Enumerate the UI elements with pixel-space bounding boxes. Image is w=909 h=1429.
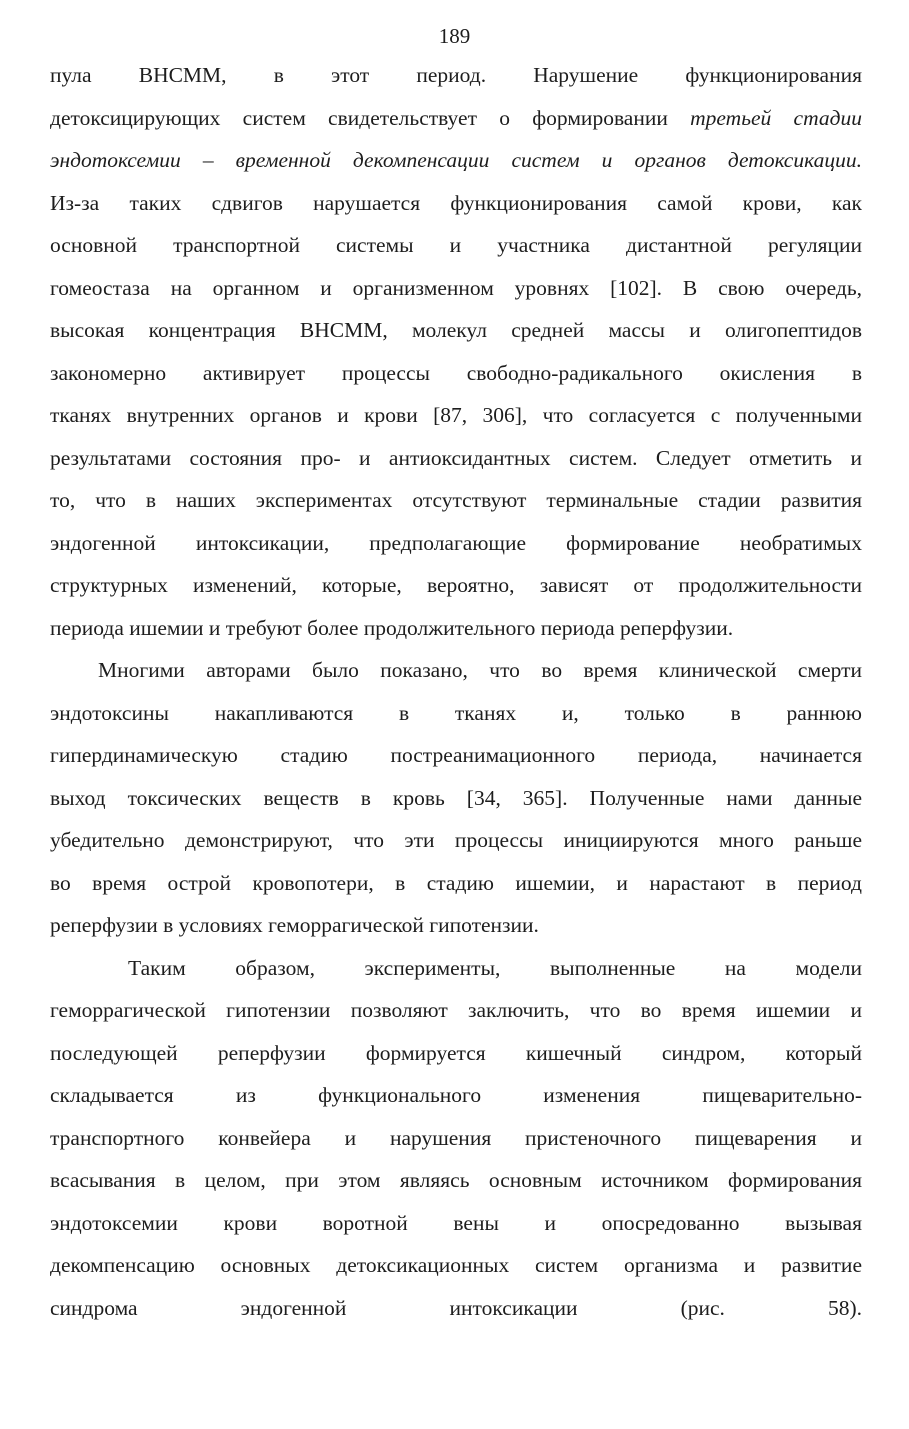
text-line: высокая концентрация ВНСММ, молекул средней массы и олигопептидов <box>50 318 862 342</box>
text-line: последующей реперфузии формируется кишечный синдром, который <box>50 1040 862 1065</box>
text-line: декомпенсацию основных детоксикационных систем организма и развитие <box>50 1253 862 1277</box>
text-line: Из-за таких сдвигов нарушается функционирования самой крови, как <box>50 190 862 215</box>
italic-run: третьей стадии <box>690 105 862 130</box>
page-number: 189 <box>438 24 471 48</box>
text-line: тканях внутренних органов и крови [87, 306], что согласуется с полученными <box>50 403 862 427</box>
text-line: результатами состояния про- и антиоксидантных систем. Следует отметить и <box>50 445 862 470</box>
text-line: гомеостаза на органном и организменном уровнях [102]. В свою очередь, <box>50 275 862 300</box>
text-line: во время острой кровопотери, в стадию ишемии, и нарастают в период <box>50 870 862 895</box>
text-line: синдрома эндогенной интоксикации (рис. 58). <box>50 1295 862 1320</box>
text-line: убедительно демонстрируют, что эти процессы инициируются много раньше <box>50 828 862 852</box>
text-line: Многими авторами было показано, что во время клинической смерти <box>98 658 862 682</box>
italic-text-line: эндотоксемии – временной декомпенсации систем и органов детоксикации. <box>50 148 862 172</box>
paragraph <box>50 54 862 649</box>
text-line: выход токсических веществ в кровь [34, 365]. Полученные нами данные <box>50 785 862 810</box>
paragraph <box>50 649 862 947</box>
text-line: основной транспортной системы и участника дистантной регуляции <box>50 233 862 257</box>
text-line: то, что в наших экспериментах отсутствуют терминальные стадии развития <box>50 488 862 512</box>
text-line: структурных изменений, которые, вероятно, зависят от продолжительности <box>50 573 862 597</box>
text-run: детоксицирующих систем свидетельствует о формировании <box>50 105 691 130</box>
text-line: транспортного конвейера и нарушения пристеночного пищеварения и <box>50 1125 862 1150</box>
text-line: эндотоксины накапливаются в тканях и, только в раннюю <box>50 700 862 725</box>
text-line: пула ВНСММ, в этот период. Нарушение функционирования <box>50 63 862 87</box>
text-line: эндогенной интоксикации, предполагающие формирование необратимых <box>50 530 862 555</box>
text-line: всасывания в целом, при этом являясь основным источником формирования <box>50 1168 862 1192</box>
text-line: периода ишемии и требуют более продолжительного периода реперфузии. <box>50 615 734 640</box>
text-line: эндотоксемии крови воротной вены и опосредованно вызывая <box>50 1210 862 1235</box>
paragraph <box>50 947 862 1330</box>
text-line: геморрагической гипотензии позволяют заключить, что во время ишемии и <box>50 998 862 1022</box>
text-line: реперфузии в условиях геморрагической гипотензии. <box>50 913 539 937</box>
text-line <box>50 97 862 140</box>
text-line: Таким образом, эксперименты, выполненные на модели <box>128 955 862 980</box>
text-line: гипердинамическую стадию постреанимационного периода, начинается <box>50 743 862 767</box>
document-body <box>50 54 862 1329</box>
text-line: складывается из функционального изменения пищеварительно- <box>50 1083 862 1107</box>
text-line: закономерно активирует процессы свободно-радикального окисления в <box>50 360 862 385</box>
